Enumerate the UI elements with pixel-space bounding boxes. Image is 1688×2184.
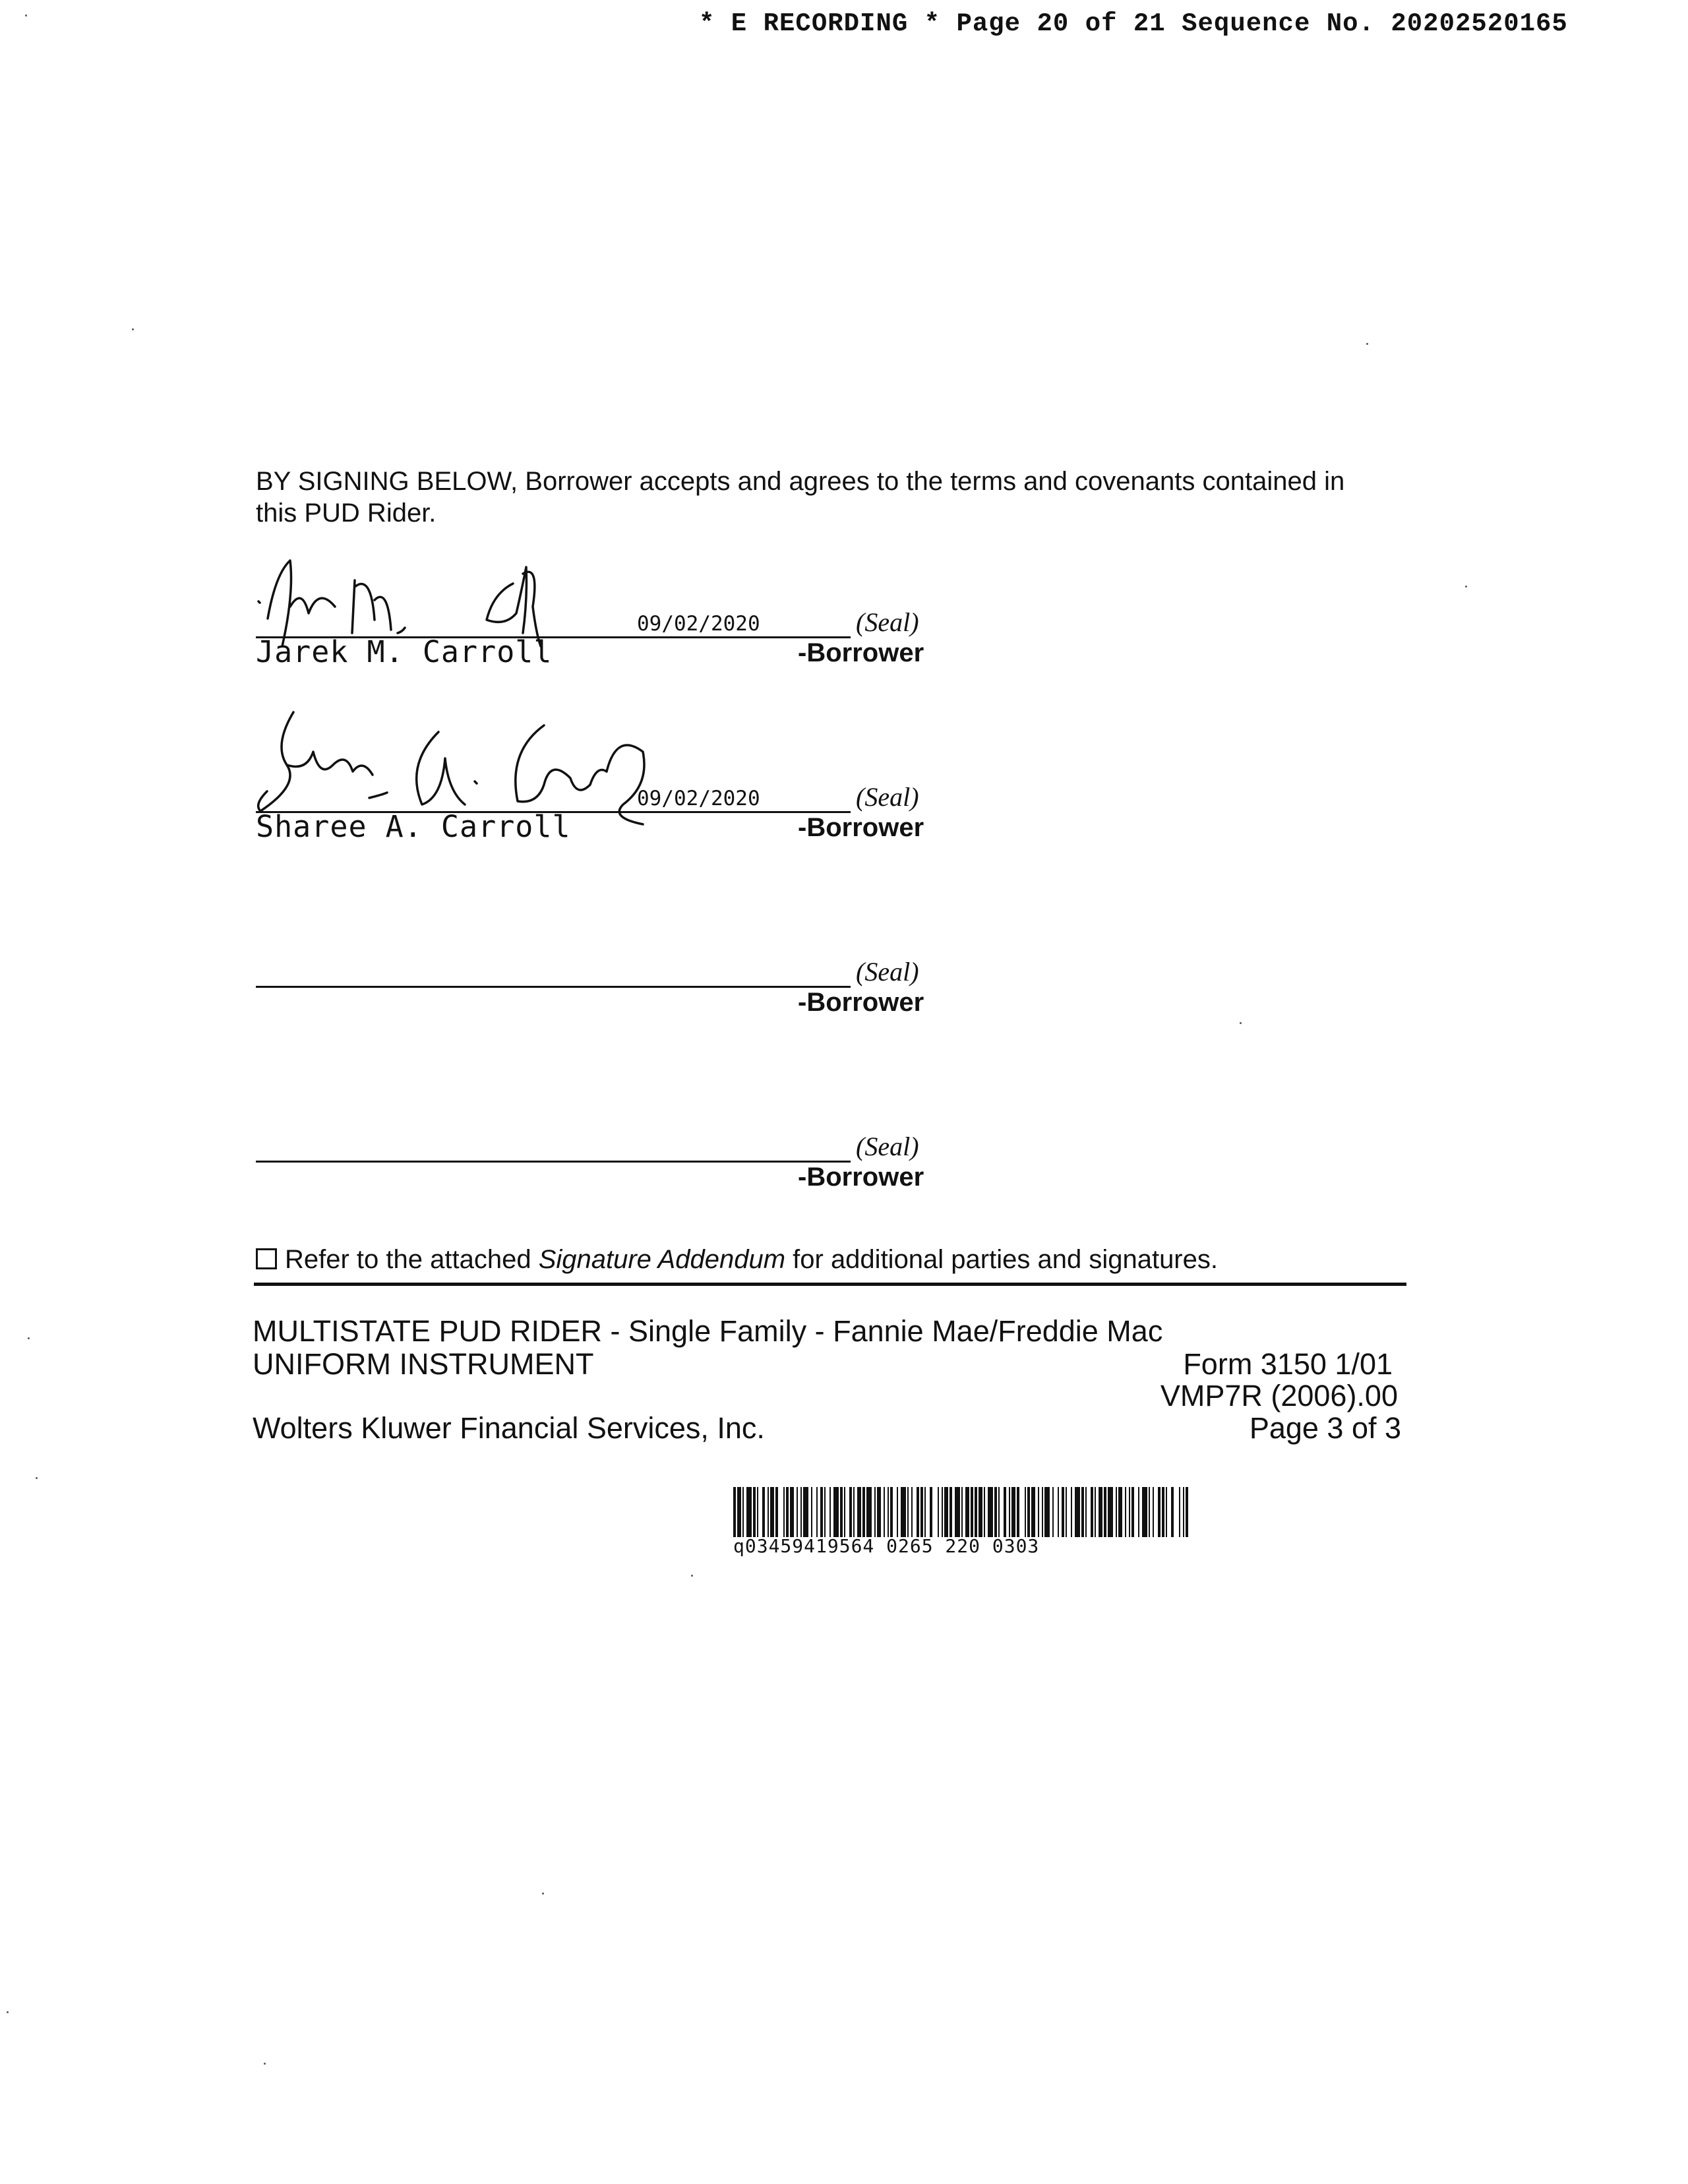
barcode <box>733 1487 1188 1537</box>
barcode-bar <box>1017 1487 1019 1537</box>
scan-speck <box>264 2063 266 2065</box>
scan-speck <box>1465 586 1467 588</box>
barcode-bar <box>1171 1487 1174 1537</box>
barcode-bar <box>768 1487 769 1537</box>
barcode-bar <box>1118 1487 1122 1537</box>
barcode-bar <box>944 1487 948 1537</box>
role-label-2: -Borrower <box>798 813 924 842</box>
barcode-bar <box>938 1487 939 1537</box>
role-label-4: -Borrower <box>798 1163 924 1192</box>
barcode-bar <box>833 1487 839 1537</box>
barcode-bar <box>820 1487 823 1537</box>
barcode-bar <box>753 1487 756 1537</box>
barcode-bar <box>1116 1487 1117 1537</box>
barcode-number: q03459419564 0265 220 0303 <box>733 1535 1040 1557</box>
barcode-bar <box>979 1487 982 1537</box>
barcode-bar <box>975 1487 977 1537</box>
barcode-bar <box>840 1487 843 1537</box>
barcode-bar <box>770 1487 774 1537</box>
role-label-1: -Borrower <box>798 638 924 667</box>
intro-statement: BY SIGNING BELOW, Borrower accepts and agrees to the terms and covenants contained in this PUD Rider. <box>256 467 1345 528</box>
barcode-bar <box>1186 1487 1188 1537</box>
barcode-bar <box>930 1487 932 1537</box>
barcode-bar <box>1183 1487 1184 1537</box>
barcode-bar <box>984 1487 985 1537</box>
seal-label-2: (Seal) <box>856 782 919 812</box>
seal-label-3: (Seal) <box>856 957 919 986</box>
barcode-bar <box>1179 1487 1180 1537</box>
barcode-bar <box>811 1487 812 1537</box>
barcode-bar <box>877 1487 881 1537</box>
recording-header: * E RECORDING * Page 20 of 21 Sequence No. 20202520165 <box>699 9 1568 38</box>
barcode-bar <box>1052 1487 1054 1537</box>
scan-speck <box>25 15 27 16</box>
addendum-emphasis: Signature Addendum <box>538 1245 786 1274</box>
barcode-bar <box>1058 1487 1059 1537</box>
form-number: Form 3150 1/01 <box>1183 1347 1393 1381</box>
scan-speck <box>7 2011 9 2013</box>
barcode-bar <box>1095 1487 1096 1537</box>
barcode-bar <box>1104 1487 1106 1537</box>
barcode-bar <box>874 1487 876 1537</box>
barcode-bar <box>797 1487 798 1537</box>
uniform-instrument: UNIFORM INSTRUMENT <box>253 1347 594 1381</box>
barcode-bar <box>1027 1487 1030 1537</box>
barcode-bar <box>1066 1487 1067 1537</box>
barcode-bar <box>1108 1487 1113 1537</box>
barcode-bar <box>924 1487 926 1537</box>
barcode-bar <box>1142 1487 1147 1537</box>
barcode-bar <box>1062 1487 1064 1537</box>
barcode-bar <box>965 1487 969 1537</box>
barcode-bar <box>988 1487 993 1537</box>
barcode-bar <box>998 1487 1000 1537</box>
barcode-bar <box>1129 1487 1130 1537</box>
barcode-bar <box>888 1487 889 1537</box>
printed-name-1: Jarek M. Carroll <box>256 634 553 669</box>
scan-speck <box>1240 1022 1242 1024</box>
barcode-bar <box>746 1487 752 1537</box>
scan-speck <box>36 1477 38 1479</box>
barcode-bar <box>1131 1487 1134 1537</box>
barcode-bar <box>790 1487 794 1537</box>
addendum-checkbox[interactable] <box>256 1248 277 1269</box>
barcode-bar <box>800 1487 802 1537</box>
barcode-bar <box>786 1487 789 1537</box>
barcode-bar <box>1166 1487 1167 1537</box>
barcode-bar <box>1085 1487 1087 1537</box>
barcode-bar <box>911 1487 913 1537</box>
barcode-bar <box>1153 1487 1154 1537</box>
signature-line-3 <box>256 986 851 988</box>
barcode-bar <box>762 1487 765 1537</box>
barcode-bar <box>733 1487 736 1537</box>
barcode-bar <box>1071 1487 1072 1537</box>
barcode-bar <box>971 1487 973 1537</box>
barcode-bar <box>775 1487 778 1537</box>
barcode-bar <box>824 1487 826 1537</box>
barcode-bar <box>1138 1487 1139 1537</box>
scan-speck <box>132 328 134 330</box>
barcode-bar <box>803 1487 808 1537</box>
form-title: MULTISTATE PUD RIDER - Single Family - Fannie Mae/Freddie Mac <box>253 1314 1163 1348</box>
barcode-bar <box>1038 1487 1039 1537</box>
barcode-bar <box>901 1487 906 1537</box>
addendum-suffix: for additional parties and signatures. <box>785 1245 1218 1274</box>
scan-speck <box>28 1337 30 1339</box>
barcode-bar <box>961 1487 963 1537</box>
barcode-bar <box>816 1487 818 1537</box>
printed-name-2: Sharee A. Carroll <box>256 809 571 844</box>
barcode-bar <box>853 1487 855 1537</box>
barcode-bar <box>897 1487 898 1537</box>
barcode-bar <box>1031 1487 1035 1537</box>
barcode-bar <box>849 1487 852 1537</box>
barcode-bar <box>783 1487 785 1537</box>
barcode-bar <box>950 1487 952 1537</box>
barcode-bar <box>1162 1487 1164 1537</box>
seal-label-4: (Seal) <box>856 1132 919 1161</box>
barcode-bar <box>829 1487 831 1537</box>
barcode-bar <box>1099 1487 1102 1537</box>
barcode-bar <box>1025 1487 1026 1537</box>
barcode-bar <box>844 1487 845 1537</box>
barcode-bar <box>955 1487 960 1537</box>
seal-label-1: (Seal) <box>856 607 919 637</box>
barcode-bar <box>1009 1487 1010 1537</box>
scan-speck <box>542 1893 544 1895</box>
barcode-bar <box>942 1487 943 1537</box>
barcode-bar <box>917 1487 919 1537</box>
publisher: Wolters Kluwer Financial Services, Inc. <box>253 1411 765 1445</box>
barcode-bar <box>907 1487 909 1537</box>
addendum-note <box>256 1245 1218 1275</box>
barcode-bar <box>1081 1487 1084 1537</box>
barcode-bar <box>920 1487 923 1537</box>
signature-date-2: 09/02/2020 <box>637 787 760 810</box>
barcode-bar <box>1042 1487 1043 1537</box>
barcode-bar <box>857 1487 861 1537</box>
barcode-bar <box>994 1487 997 1537</box>
signature-line-4 <box>256 1161 851 1163</box>
barcode-bar <box>884 1487 885 1537</box>
barcode-bar <box>742 1487 744 1537</box>
barcode-bar <box>862 1487 865 1537</box>
barcode-bar <box>1149 1487 1150 1537</box>
barcode-bar <box>1011 1487 1015 1537</box>
scan-speck <box>691 1575 693 1577</box>
barcode-bar <box>1075 1487 1080 1537</box>
barcode-bar <box>737 1487 741 1537</box>
role-label-3: -Borrower <box>798 988 924 1017</box>
page-number: Page 3 of 3 <box>1249 1411 1401 1445</box>
scan-speck <box>1366 343 1368 345</box>
barcode-bar <box>1044 1487 1050 1537</box>
footer-divider <box>254 1283 1406 1286</box>
signature-date-1: 09/02/2020 <box>637 612 760 636</box>
barcode-bar <box>866 1487 872 1537</box>
addendum-prefix: Refer to the attached <box>285 1245 539 1274</box>
barcode-bar <box>1004 1487 1006 1537</box>
form-version: VMP7R (2006).00 <box>1160 1379 1398 1412</box>
barcode-bar <box>1158 1487 1160 1537</box>
barcode-bar <box>1125 1487 1126 1537</box>
barcode-bar <box>1091 1487 1093 1537</box>
barcode-bar <box>757 1487 758 1537</box>
barcode-bar <box>890 1487 893 1537</box>
